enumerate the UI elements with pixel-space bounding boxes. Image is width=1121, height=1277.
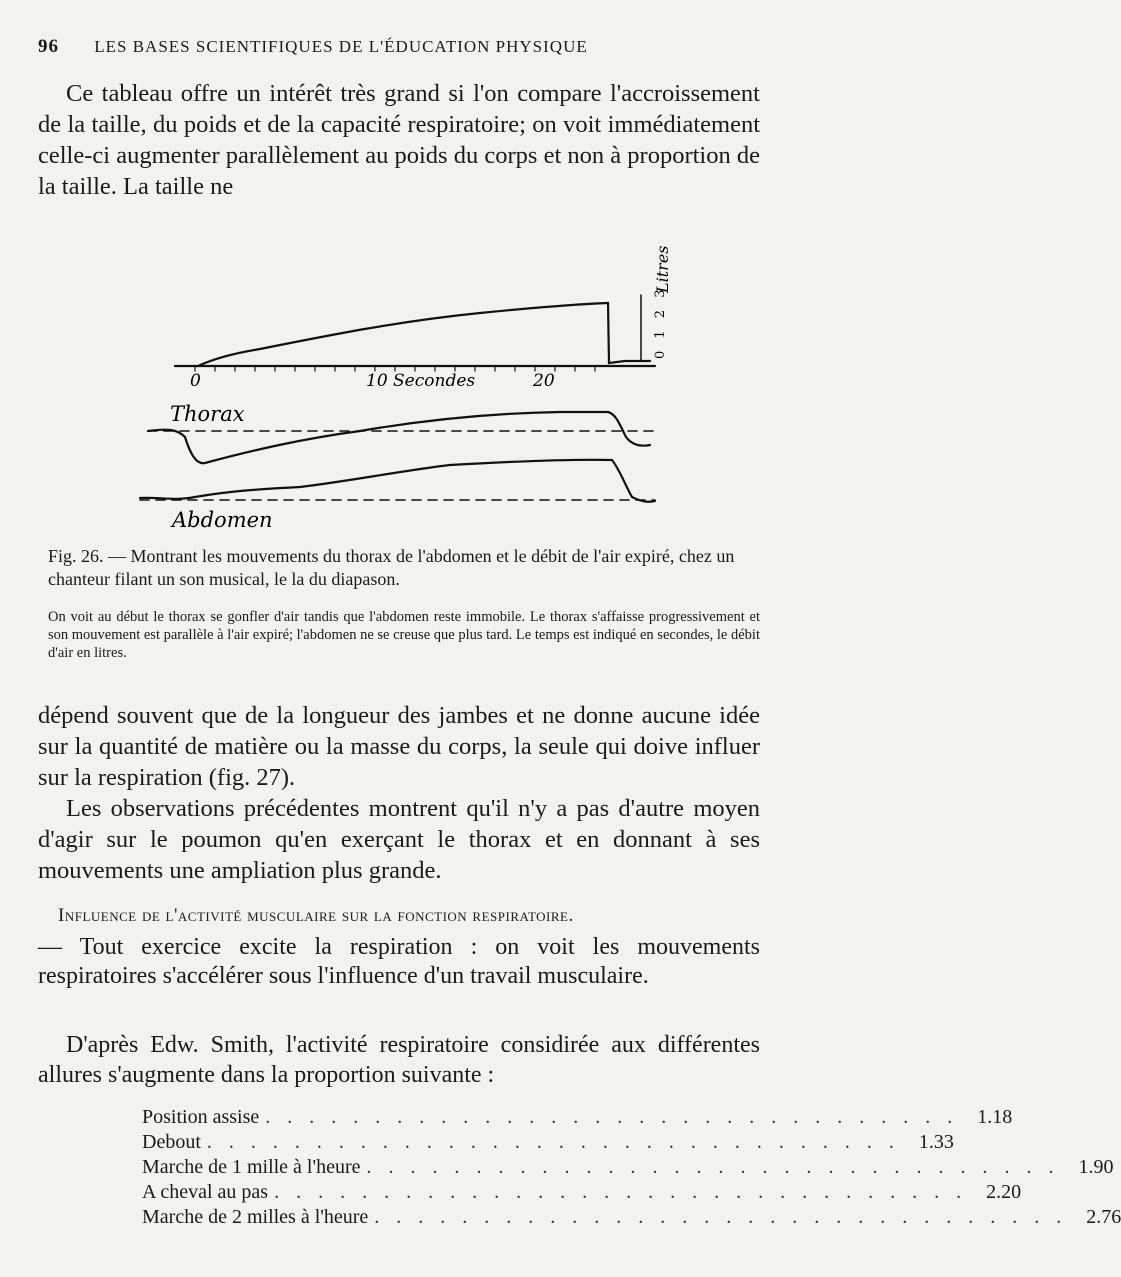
paragraph-section bbox=[38, 933, 760, 991]
paragraph-top bbox=[38, 78, 760, 202]
table-row: Marche de 2 milles à l'heure . . . . . . . . . . . . . . . . . . . . . . . . . . . . . . . . 2.76 bbox=[142, 1206, 1121, 1228]
row-label: Position assise bbox=[142, 1106, 260, 1128]
abdomen-label: Abdomen bbox=[172, 508, 273, 532]
row-label: Marche de 2 milles à l'heure bbox=[142, 1206, 369, 1228]
row-label: Debout bbox=[142, 1131, 201, 1153]
paragraph-section-text: — Tout exercice excite la respiration : on voit les mouvements respiratoires s'accélérer sous l'influence d'un travail musculaire. bbox=[38, 934, 760, 989]
row-value: 1.90 bbox=[1078, 1156, 1114, 1178]
running-title: LES BASES SCIENTIFIQUES DE L'ÉDUCATION PHYSIQUE bbox=[94, 37, 588, 56]
figure-caption bbox=[48, 545, 760, 591]
section-heading: Influence de l'activité musculaire sur la fonction respiratoire. bbox=[58, 905, 574, 926]
figure-number: Fig. 26. bbox=[48, 546, 104, 566]
time-label-20: 20 bbox=[533, 371, 555, 391]
litres-unit-label: Litres bbox=[653, 245, 672, 293]
abdomen-curve bbox=[140, 460, 655, 502]
row-label: Marche de 1 mille à l'heure bbox=[142, 1156, 361, 1178]
table-row: A cheval au pas . . . . . . . . . . . . . . . . . . . . . . . . . . . . . . . . 2.20 bbox=[142, 1181, 1022, 1203]
figure-26 bbox=[0, 225, 800, 545]
row-value: 1.18 bbox=[977, 1106, 1013, 1128]
table-row: Debout . . . . . . . . . . . . . . . . . . . . . . . . . . . . . . . . 1.33 bbox=[142, 1131, 954, 1153]
respiration-table bbox=[142, 1105, 1121, 1230]
time-label-0: 0 bbox=[190, 371, 201, 391]
row-value: 1.33 bbox=[918, 1131, 954, 1153]
row-value: 2.20 bbox=[986, 1181, 1022, 1203]
air-expired-curve bbox=[198, 303, 650, 366]
row-value: 2.76 bbox=[1086, 1206, 1121, 1228]
time-label-10: 10 Secondes bbox=[366, 371, 476, 391]
figure-legend: On voit au début le thorax se gonfler d'air tandis que l'abdomen reste immobile. Le thorax s'affaisse progressivement et son mouvement est parallèle à l'air expiré; l'abdomen ne se creuse que plus tard. Le temps est indiqué en secondes, le débit d'air en litres. bbox=[48, 609, 760, 661]
page-number: 96 bbox=[38, 36, 59, 57]
paragraph-smith bbox=[38, 1030, 760, 1090]
table-row: Position assise . . . . . . . . . . . . . . . . . . . . . . . . . . . . . . . . 1.18 bbox=[142, 1106, 1013, 1128]
figure-caption-text: — Montrant les mouvements du thorax de l'abdomen et le débit de l'air expiré, chez un chanteur filant un son musical, le la du diapason. bbox=[48, 546, 735, 589]
thorax-label: Thorax bbox=[170, 402, 245, 426]
paragraph-top-text: Ce tableau offre un intérêt très grand si l'on compare l'accroissement de la taille, du poids et de la capacité respiratoire; on voit immédiatement celle-ci augmenter parallèlement au poids du corps et non à proportion de la taille. La taille ne bbox=[38, 80, 760, 200]
paragraph-smith-text: D'après Edw. Smith, l'activité respiratoire considirée aux différentes allures s'augmente dans la proportion suivante : bbox=[38, 1032, 760, 1088]
litres-tick-labels: 0 1 2 3 bbox=[653, 285, 668, 359]
paragraph-middle bbox=[38, 700, 760, 886]
table-row: Marche de 1 mille à l'heure . . . . . . . . . . . . . . . . . . . . . . . . . . . . . . . . 1.90 bbox=[142, 1156, 1114, 1178]
paragraph-middle-1: dépend souvent que de la longueur des jambes et ne donne aucune idée sur la quantité de matière ou la masse du corps, la seule qui doive influer sur la respiration (fig. 27). bbox=[38, 702, 760, 791]
row-label: A cheval au pas bbox=[142, 1181, 269, 1203]
running-header bbox=[38, 36, 758, 58]
paragraph-middle-2: Les observations précédentes montrent qu'il n'y a pas d'autre moyen d'agir sur le poumon qu'en exerçant le thorax et en donnant à ses mouvements une ampliation plus grande. bbox=[38, 795, 760, 884]
